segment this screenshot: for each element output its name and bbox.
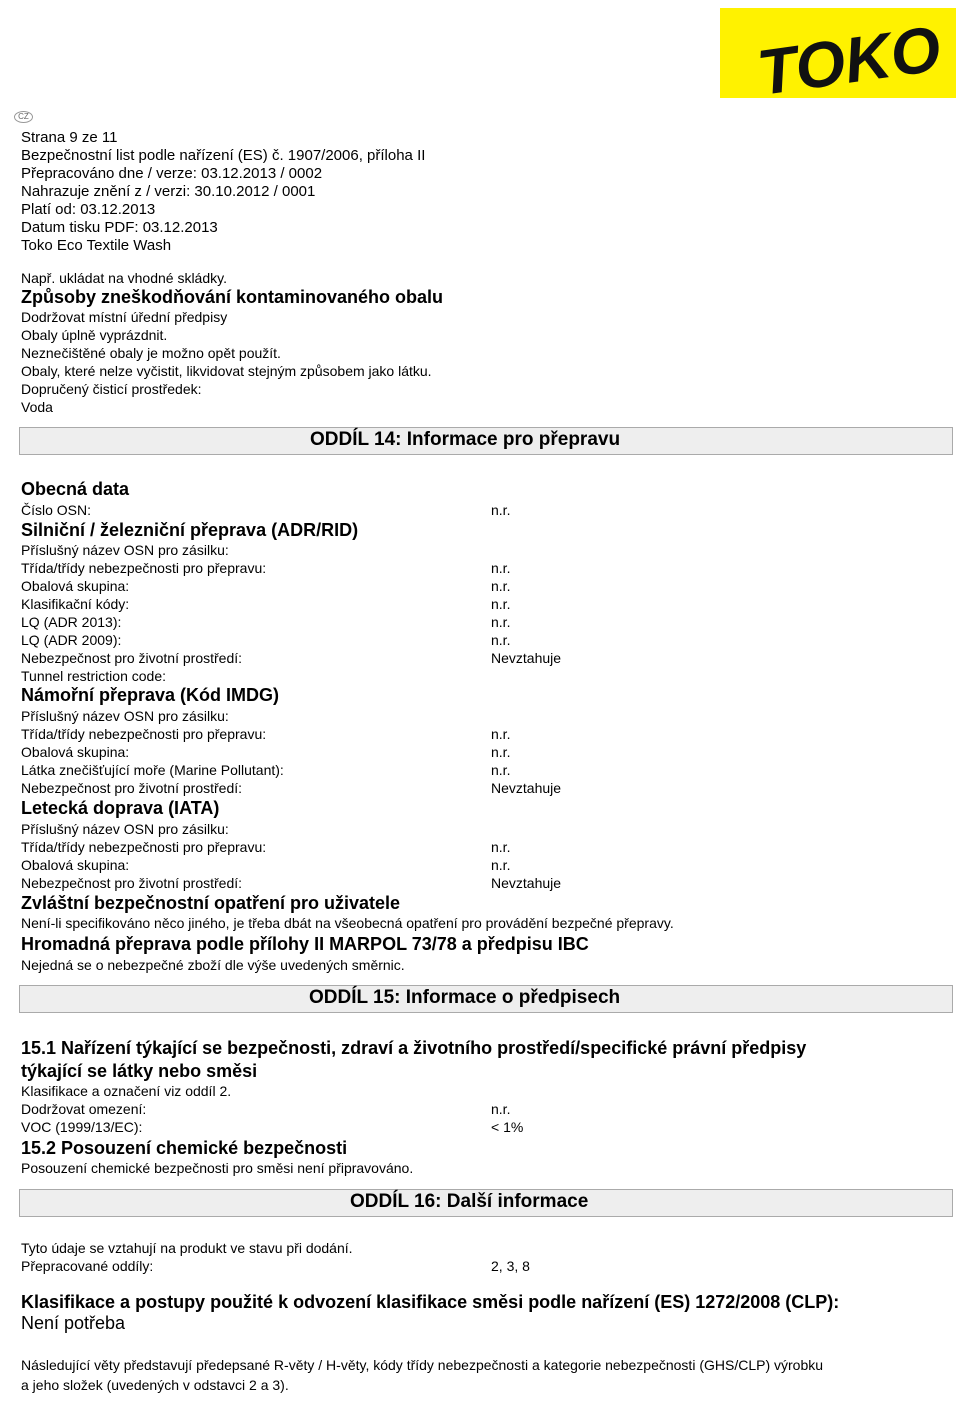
clp-value: Není potřeba [21,1313,126,1333]
section-16-header [19,1189,953,1217]
row-label: Příslušný název OSN pro zásilku: [21,821,229,837]
road-heading: Silniční / železniční přeprava (ADR/RID) [21,520,359,540]
sea-heading: Námořní přeprava (Kód IMDG) [21,685,280,705]
toko-logo-mark [720,8,956,98]
bulk-transport-text: Nejedná se o nebezpečné zboží dle výše uvedených směrnic. [21,957,405,973]
special-precautions-text: Není-li specifikováno něco jiného, je třeba dbát na všeobecná opatření pro provádění bezpečné přepravy. [21,915,674,931]
row-label: Nebezpečnost pro životní prostředí: [21,875,243,891]
disposal-line: Voda [21,399,53,415]
header-replaces: Nahrazuje znění z / verzi: 30.10.2012 / 0001 [21,183,316,200]
un-number-value: n.r. [491,502,511,518]
section-16-title: ODDÍL 16: Další informace [350,1191,589,1212]
table-row [21,744,941,762]
disposal-line: Dodržovat místní úřední předpisy [21,309,228,325]
section-15-header [19,985,953,1013]
clp-heading: Klasifikace a postupy použité k odvození klasifikace směsi podle nařízení (ES) 1272/2008 (CLP): [21,1292,840,1312]
table-row [21,1101,941,1119]
row-label: Dodržovat omezení: [21,1101,147,1117]
section-15-table [21,1101,941,1137]
table-row [21,632,941,650]
disposal-list [21,308,432,416]
header-product: Toko Eco Textile Wash [21,237,172,254]
table-row [21,650,941,668]
table-row [21,542,941,560]
row-value: n.r. [491,762,511,778]
row-value: n.r. [491,857,511,873]
section-14-header [19,427,953,455]
row-value: n.r. [491,596,511,612]
row-label: Obalová skupina: [21,578,130,594]
header-valid-from: Platí od: 03.12.2013 [21,201,156,218]
row-value: n.r. [491,578,511,594]
row-label: Třída/třídy nebezpečnosti pro přepravu: [21,560,267,576]
disposal-line: Obaly, které nelze vyčistit, likvidovat stejným způsobem jako látku. [21,363,432,379]
special-precautions-heading: Zvláštní bezpečnostní opatření pro uživatele [21,893,401,913]
table-row [21,857,941,875]
row-label: Příslušný název OSN pro zásilku: [21,708,229,724]
table-row [21,780,941,798]
un-number-label: Číslo OSN: [21,502,92,518]
table-row [21,668,941,686]
header-page: Strana 9 ze 11 [21,129,118,146]
disposal-heading: Způsoby zneškodňování kontaminovaného obalu [21,287,444,307]
regulation-heading-line2: týkající se látky nebo směsi [21,1061,258,1081]
row-value: < 1% [491,1119,524,1135]
logo-text: TOKO [753,12,945,98]
row-label: Třída/třídy nebezpečnosti pro přepravu: [21,839,267,855]
table-row [21,762,941,780]
section-14-title: ODDÍL 14: Informace pro přepravu [310,429,621,450]
table-row [21,821,941,839]
row-label: Třída/třídy nebezpečnosti pro přepravu: [21,726,267,742]
section-15-title: ODDÍL 15: Informace o předpisech [309,987,621,1008]
header-regulation: Bezpečnostní list podle nařízení (ES) č. 1907/2006, příloha II [21,147,426,164]
revised-sections-value: 2, 3, 8 [491,1258,530,1274]
general-heading: Obecná data [21,479,130,499]
row-label: Příslušný název OSN pro zásilku: [21,542,229,558]
row-label: Obalová skupina: [21,744,130,760]
toko-logo [720,8,956,98]
chemical-safety-text: Posouzení chemické bezpečnosti pro směsi není připravováno. [21,1160,414,1176]
disposal-line: Obaly úplně vyprázdnit. [21,327,168,343]
row-label: Tunnel restriction code: [21,668,166,684]
disposal-line: Dopručený čisticí prostředek: [21,381,202,397]
row-value: n.r. [491,614,511,630]
header-print-date: Datum tisku PDF: 03.12.2013 [21,219,218,236]
country-badge: CZ [14,111,33,123]
chemical-safety-heading: 15.2 Posouzení chemické bezpečnosti [21,1138,348,1158]
row-label: Klasifikační kódy: [21,596,130,612]
revised-sections-label: Přepracované oddíly: [21,1258,154,1274]
document-header [21,129,425,255]
air-table [21,821,941,893]
row-label: Látka znečišťující moře (Marine Pollutant): [21,762,284,778]
bulk-transport-heading: Hromadná přeprava podle přílohy II MARPOL 73/78 a předpisu IBC [21,934,589,954]
air-heading: Letecká doprava (IATA) [21,798,220,818]
row-value: Nevztahuje [491,650,562,666]
table-row [21,596,941,614]
table-row [21,839,941,857]
row-value: n.r. [491,1101,511,1117]
row-label: LQ (ADR 2009): [21,632,122,648]
final-note-line1: Následující věty představují předepsané R-věty / H-věty, kódy třídy nebezpečnosti a kategorie nebezpečnosti (GHS/CLP) výrobku [21,1357,824,1373]
table-row [21,1119,941,1137]
section-16-line: Tyto údaje se vztahují na produkt ve stavu při dodání. [21,1240,353,1256]
regulation-heading-line1: 15.1 Nařízení týkající se bezpečnosti, zdraví a životního prostředí/specifické právní předpisy [21,1038,807,1058]
row-label: Nebezpečnost pro životní prostředí: [21,780,243,796]
table-row [21,614,941,632]
classification-text: Klasifikace a označení viz oddíl 2. [21,1083,232,1099]
row-value: n.r. [491,726,511,742]
table-row [21,708,941,726]
row-value: n.r. [491,560,511,576]
table-row [21,578,941,596]
road-table [21,542,941,686]
table-row [21,726,941,744]
row-value: n.r. [491,839,511,855]
row-label: LQ (ADR 2013): [21,614,122,630]
row-label: VOC (1999/13/EC): [21,1119,143,1135]
disposal-line: Neznečištěné obaly je možno opět použít. [21,345,281,361]
final-note-line2: a jeho složek (uvedených v odstavci 2 a 3). [21,1377,289,1393]
row-label: Nebezpečnost pro životní prostředí: [21,650,243,666]
row-value: Nevztahuje [491,780,562,796]
row-value: n.r. [491,744,511,760]
row-label: Obalová skupina: [21,857,130,873]
row-value: n.r. [491,632,511,648]
table-row [21,560,941,578]
sea-table [21,708,941,798]
row-value: Nevztahuje [491,875,562,891]
header-revised: Přepracováno dne / verze: 03.12.2013 / 0002 [21,165,323,182]
table-row [21,875,941,893]
intro-line: Např. ukládat na vhodné skládky. [21,270,227,286]
